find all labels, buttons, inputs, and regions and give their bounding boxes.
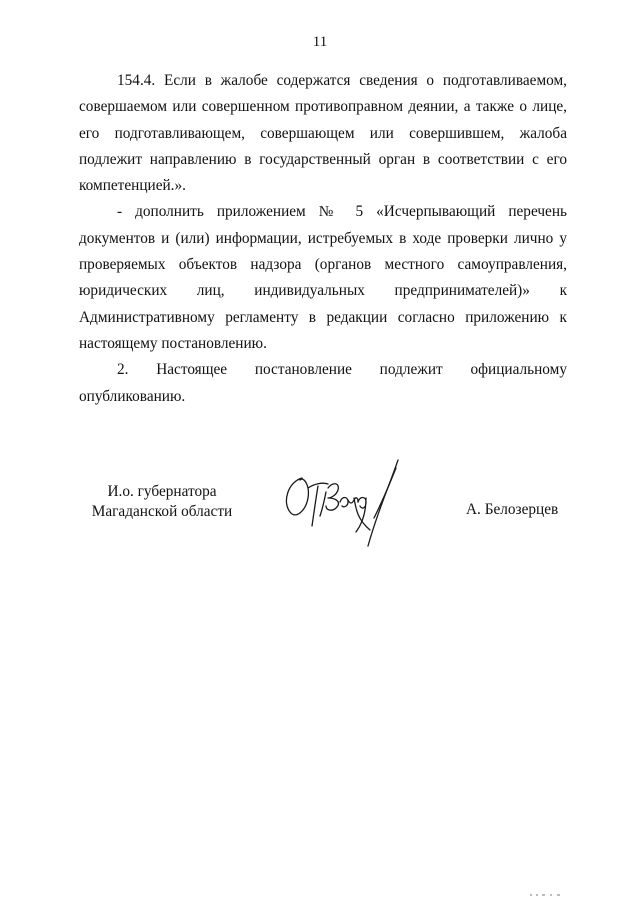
document-body xyxy=(79,68,567,410)
page-number: 11 xyxy=(312,34,328,50)
paragraph-appendix-5: - дополнить приложением № 5 «Исчерпывающий перечень документов и (или) информации, истребуемых в ходе проверки лично у проверяемых объектов надзора (органов местного самоуправления, юридических лиц, индивидуальных предпринимателей)» к Административному регламенту в редакции согласно приложению к настоящему постановлению. xyxy=(79,203,567,352)
paragraph-publication: 2. Настоящее постановление подлежит официальному опубликованию. xyxy=(79,361,567,405)
handwritten-signature xyxy=(278,458,418,550)
signer-title-line-2: Магаданской области xyxy=(91,503,233,520)
page-corner-mark xyxy=(530,893,570,897)
paragraph-154-4: 154.4. Если в жалобе содержатся сведения о подготавливаемом, совершаемом или совершенном противоправном деянии, а также о лице, его подготавливающем, совершающем или совершившем, жалоба подлежит направлению в государственный орган в соответствии с его компетенцией.». xyxy=(79,72,567,195)
signer-name: А. Белозерцев xyxy=(466,501,559,518)
signer-title xyxy=(82,482,242,522)
signer-title-line-1: И.о. губернатора xyxy=(107,483,217,500)
signature-block xyxy=(0,482,640,562)
